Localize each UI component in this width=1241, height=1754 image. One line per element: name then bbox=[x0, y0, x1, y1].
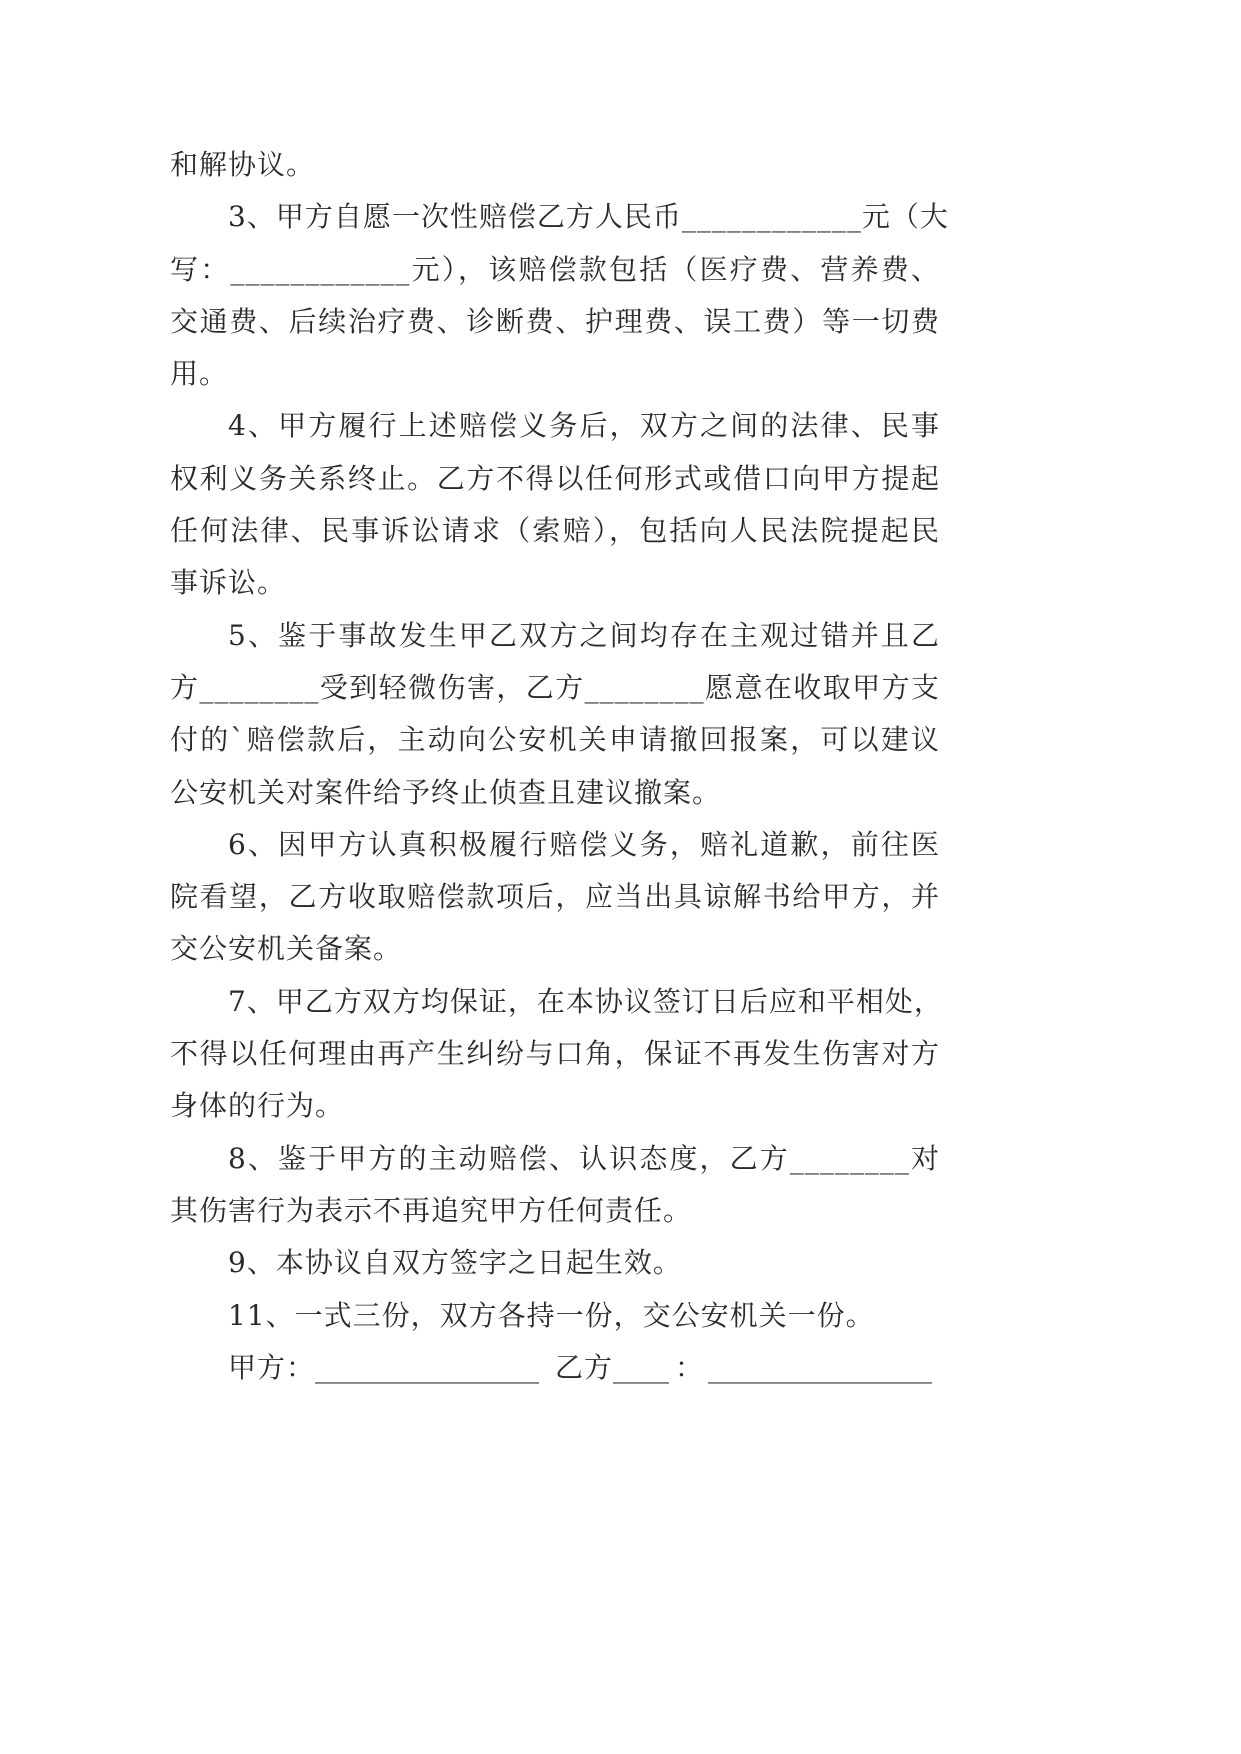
paragraph-line: 权利义务关系终止。乙方不得以任何形式或借口向甲方提起 bbox=[170, 461, 940, 495]
paragraph-line: 身体的行为。 bbox=[170, 1089, 345, 1123]
clause-11 bbox=[170, 1290, 940, 1342]
paragraph-line: 用。 bbox=[170, 357, 229, 391]
party-b-colon: ： bbox=[675, 1350, 705, 1384]
clause-8 bbox=[170, 1133, 940, 1238]
clause-5 bbox=[170, 610, 940, 819]
paragraph-line: 其伤害行为表示不再追究甲方任何责任。 bbox=[170, 1193, 693, 1227]
paragraph-line: 付的`赔偿款后，主动向公安机关申请撤回报案，可以建议 bbox=[170, 723, 940, 757]
clause-4 bbox=[170, 400, 940, 609]
paragraph-line: 任何法律、民事诉讼请求（索赔），包括向人民法院提起民 bbox=[170, 514, 940, 548]
paragraph-line: 和解协议。 bbox=[170, 148, 316, 181]
paragraph-line: 交公安机关备案。 bbox=[170, 932, 403, 966]
paragraph-line: 交通费、后续治疗费、诊断费、护理费、误工费）等一切费 bbox=[170, 304, 940, 338]
paragraph-line: 6、因甲方认真积极履行赔偿义务，赔礼道歉，前往医 bbox=[228, 827, 940, 861]
clause-6 bbox=[170, 819, 940, 976]
paragraph-line: 事诉讼。 bbox=[170, 566, 287, 600]
party-a-label: 甲方： bbox=[228, 1350, 316, 1384]
paragraph-line: 写：____________元），该赔偿款包括（医疗费、营养费、 bbox=[170, 252, 940, 286]
paragraph-line: 5、鉴于事故发生甲乙双方之间均存在主观过错并且乙 bbox=[228, 618, 940, 652]
paragraph-line: 9、本协议自双方签字之日起生效。 bbox=[228, 1246, 682, 1280]
clause-9 bbox=[170, 1237, 940, 1289]
paragraph-line: 方________受到轻微伤害，乙方________愿意在收取甲方支 bbox=[170, 670, 940, 704]
party-b-signature-blank: ________________ bbox=[708, 1350, 933, 1384]
clause-3 bbox=[170, 191, 949, 400]
document-body bbox=[170, 139, 949, 1394]
signature-line bbox=[170, 1342, 940, 1394]
continued-paragraph bbox=[170, 139, 940, 191]
party-a-signature-blank: ________________ bbox=[315, 1350, 540, 1384]
paragraph-line: 8、鉴于甲方的主动赔偿、认识态度，乙方________对 bbox=[228, 1141, 940, 1175]
clause-7 bbox=[170, 976, 943, 1133]
paragraph-line: 4、甲方履行上述赔偿义务后，双方之间的法律、民事 bbox=[228, 409, 940, 443]
paragraph-line: 7、甲乙方双方均保证，在本协议签订日后应和平相处， bbox=[228, 984, 943, 1018]
paragraph-line: 3、甲方自愿一次性赔偿乙方人民币____________元（大 bbox=[228, 200, 949, 234]
paragraph-line: 不得以任何理由再产生纠纷与口角，保证不再发生伤害对方 bbox=[170, 1037, 940, 1071]
party-b-label-blank: ____ bbox=[613, 1350, 670, 1384]
paragraph-line: 院看望，乙方收取赔偿款项后，应当出具谅解书给甲方，并 bbox=[170, 880, 940, 914]
party-b-label: 乙方 bbox=[555, 1350, 614, 1384]
paragraph-line: 公安机关对案件给予终止侦查且建议撤案。 bbox=[170, 775, 722, 809]
paragraph-line: 11、一式三份，双方各持一份，交公安机关一份。 bbox=[228, 1298, 875, 1332]
